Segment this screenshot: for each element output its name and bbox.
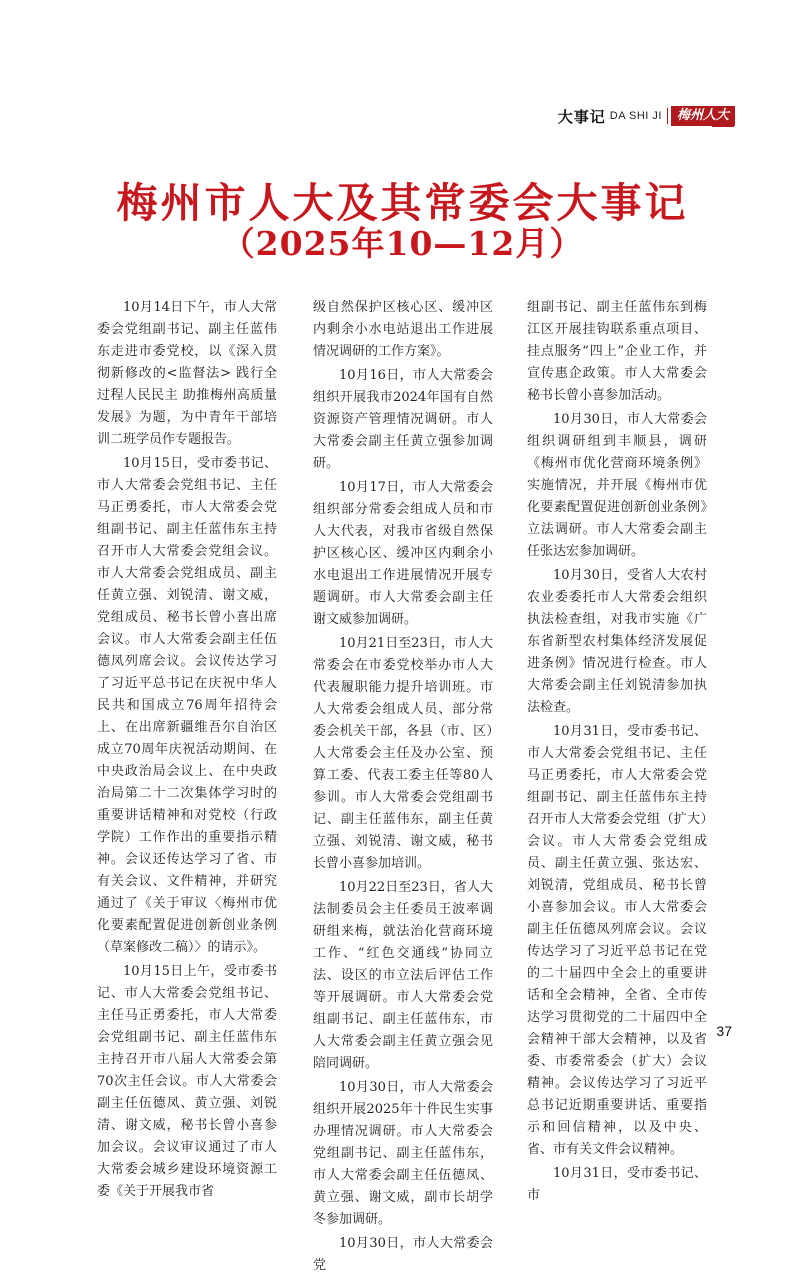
- brand-label: 梅州人大: [671, 106, 735, 126]
- section-pinyin: DA SHI JI: [609, 110, 662, 122]
- page-number: 37: [716, 1023, 732, 1039]
- paragraph: 10月16日，市人大常委会组织开展我市2024年国有自然资源资产管理情况调研。市人大常委会副主任黄立强参加调研。: [313, 368, 493, 471]
- header-accent-line: [712, 125, 734, 127]
- paragraph-continuation: 组副书记、副主任蓝伟东到梅江区开展挂钩联系重点项目、挂点服务“四上”企业工作，并宣传惠企政策。市人大常委会秘书长曾小喜参加活动。: [527, 300, 707, 403]
- text-column-3: [527, 297, 707, 1209]
- paragraph: 10月15日上午，受市委书记、市人大常委会党组书记、主任马正勇委托，市人大常委会党组副书记、副主任蓝伟东主持召开市八届人大常委会第70次主任会议。市人大常委会副主任伍德凤、黄立强、刘锐清、谢文威，秘书长曾小喜参加会议。会议审议通过了市人大常委会城乡建设环境资源工委《关于开展我市省: [97, 964, 277, 1199]
- paragraph: 10月30日，市人大常委会组织开展2025年十件民生实事办理情况调研。市人大常委会党组副书记、副主任蓝伟东，市人大常委会副主任伍德凤、黄立强、谢文威，副市长胡学冬参加调研。: [313, 1080, 493, 1227]
- text-column-1: [97, 297, 277, 1205]
- paragraph: 10月22日至23日，省人大法制委员会主任委员王波率调研组来梅，就法治化营商环境工作、“红色交通线”协同立法、设区的市立法后评估工作等开展调研。市人大常委会党组副书记、副主任蓝伟东，市人大常委会副主任黄立强会见陪同调研。: [313, 880, 493, 1071]
- paragraph-continuation: 级自然保护区核心区、缓冲区内剩余小水电站退出工作进展情况调研的工作方案》。: [313, 300, 493, 359]
- paragraph: 10月15日，受市委书记、市人大常委会党组书记、主任马正勇委托，市人大常委会党组副书记、副主任蓝伟东主持召开市人大常委会党组会议。市人大常委会党组成员、副主任黄立强、刘锐清、谢文威，党组成员、秘书长曾小喜出席会议。市人大常委会副主任伍德凤列席会议。会议传达学习了习近平总书记在庆祝中华人民共和国成立76周年招待会上、在出席新疆维吾尔自治区成立70周年庆祝活动期间、在中央政治局会议上、在中央政治局第二十二次集体学习时的重要讲话精神和对党校（行政学院）工作作出的重要指示精神。会议还传达学习了省、市有关会议、文件精神，并研究通过了《关于审议〈梅州市优化要素配置促进创新创业条例（草案修改二稿）〉的请示》。: [97, 456, 277, 955]
- paragraph: 10月30日，受省人大农村农业委委托市人大常委会组织执法检查组，对我市实施《广东省新型农村集体经济发展促进条例》情况进行检查。市人大常委会副主任刘锐清参加执法检查。: [527, 568, 707, 715]
- section-header: [558, 106, 735, 126]
- paragraph: 10月21日至23日，市人大常委会在市委党校举办市人大代表履职能力提升培训班。市人大常委会组成人员、部分常委会机关干部，各县（市、区）人大常委会主任及办公室、预算工委、代表工委主任等80人参训。市人大常委会党组副书记、副主任蓝伟东，副主任黄立强、刘锐清、谢文威，秘书长曾小喜参加培训。: [313, 636, 493, 871]
- paragraph: 10月31日，受市委书记、市: [527, 1166, 707, 1203]
- paragraph: 10月31日，受市委书记、市人大常委会党组书记、主任马正勇委托，市人大常委会党组副书记、副主任蓝伟东主持召开市人大常委会党组（扩大）会议。市人大常委会党组成员、副主任黄立强、张达宏、刘锐清，党组成员、秘书长曾小喜参加会议。市人大常委会副主任伍德凤列席会议。会议传达学习了习近平总书记在党的二十届四中全会上的重要讲话和全会精神，全省、全市传达学习贯彻党的二十届四中全会精神干部大会精神，以及省委、市委常委会（扩大）会议精神。会议传达学习了习近平总书记近期重要讲话、重要指示和回信精神，以及中央、省、市有关文件会议精神。: [527, 724, 707, 1157]
- paragraph: 10月17日，市人大常委会组织部分常委会组成人员和市人大代表，对我市省级自然保护区核心区、缓冲区内剩余小水电退出工作进展情况开展专题调研。市人大常委会副主任谢文威参加调研。: [313, 480, 493, 627]
- paragraph: 10月14日下午，市人大常委会党组副书记、副主任蓝伟东走进市委党校，以《深入贯彻新修改的<监督法> 践行全过程人民民主 助推梅州高质量发展》为题，为中青年干部培训二班学员作专题报告。: [97, 300, 277, 447]
- page-subtitle: （2025年10—12月）: [221, 224, 584, 263]
- page-title: 梅州市人大及其常委会大事记: [116, 179, 689, 227]
- paragraph: 10月30日，市人大常委会组织调研组到丰顺县，调研《梅州市优化营商环境条例》实施情况，并开展《梅州市优化要素配置促进创新创业条例》立法调研。市人大常委会副主任张达宏参加调研。: [527, 412, 707, 559]
- section-title: 大事记: [557, 107, 606, 126]
- header-divider: [667, 108, 668, 124]
- text-column-2: [313, 297, 493, 1279]
- paragraph: 10月30日，市人大常委会党: [313, 1236, 493, 1273]
